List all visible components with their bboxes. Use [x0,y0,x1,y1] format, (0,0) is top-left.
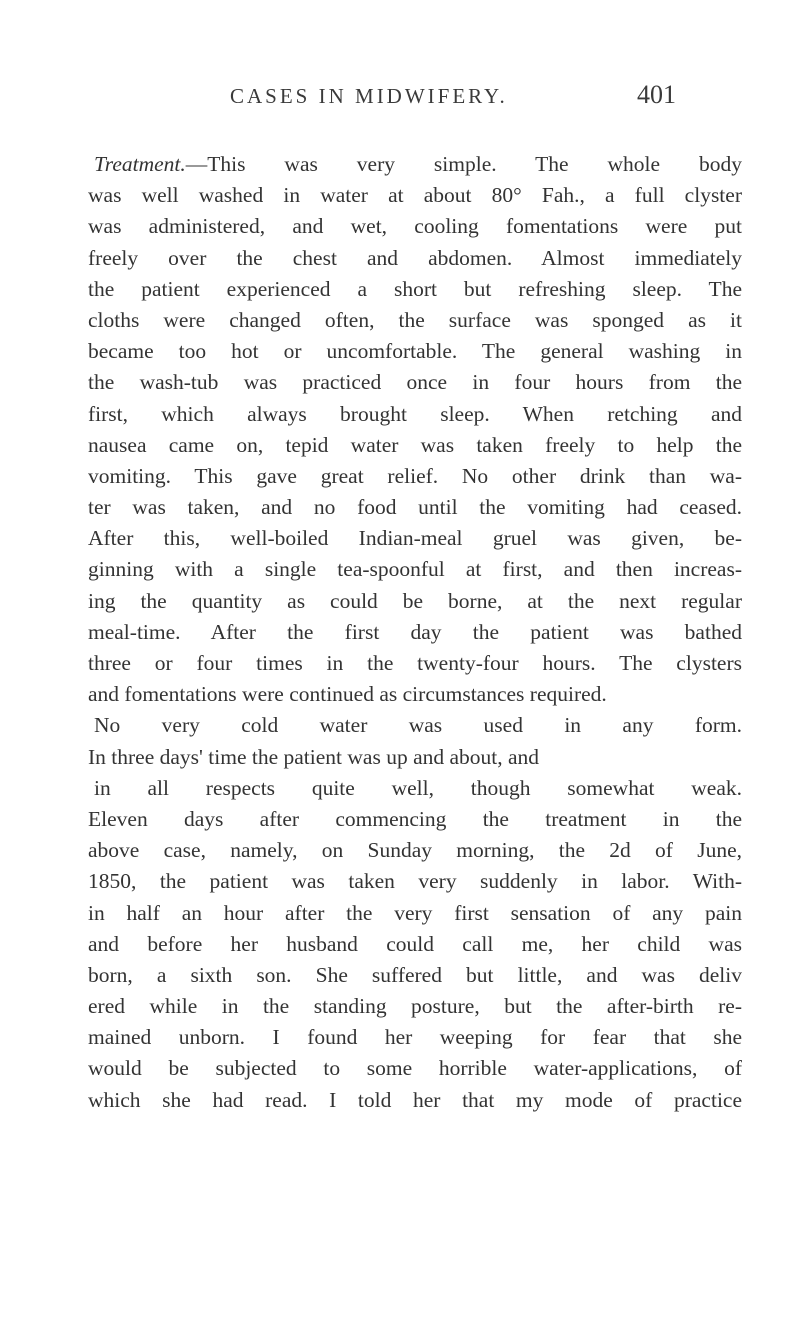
text-line: In three days' time the patient was up and about, and [88,744,540,769]
text-line: ter was taken, and no food until the vomiting had ceased. [88,495,742,520]
text-line: 1850, the patient was taken very suddenly in labor. With- [88,869,742,894]
text-line: Eleven days after commencing the treatment in the [88,806,742,831]
text-line: vomiting. This gave great relief. No other drink than wa- [88,463,742,488]
text-line: mained unborn. I found her weeping for fear that she [88,1025,742,1050]
text-line: in all respects quite well, though somewhat weak. [94,775,742,800]
text-line: was well washed in water at about 80° Fah., a full clyster [88,183,742,208]
section-lead: Treatment. [94,152,186,176]
text-line: in half an hour after the very first sensation of any pain [88,900,742,925]
text-line: which she had read. I told her that my mode of practice [88,1087,742,1112]
text-line: and before her husband could call me, her child was [88,931,742,956]
text-line: the patient experienced a short but refreshing sleep. The [88,276,742,301]
page-number: 401 [637,80,676,109]
text-line: first, which always brought sleep. When retching and [88,401,742,426]
text-line: cloths were changed often, the surface was sponged as it [88,307,742,332]
text-line: the wash-tub was practiced once in four hours from the [88,370,742,395]
body-text [88,149,742,1116]
text-line: and fomentations were continued as circumstances required. [88,682,607,707]
text-line: No very cold water was used in any form. [94,713,742,738]
text-line: born, a sixth son. She suffered but little, and was deliv [88,962,742,987]
text-line: above case, namely, on Sunday morning, the 2d of June, [88,838,742,863]
text-line: would be subjected to some horrible water-applications, of [88,1056,742,1081]
text-line: three or four times in the twenty-four hours. The clysters [88,651,742,675]
running-title: CASES IN MIDWIFERY. [230,84,508,108]
running-header [0,80,800,124]
text-line: was administered, and wet, cooling fomentations were put [88,214,742,239]
text-line: became too hot or uncomfortable. The general washing in [88,339,742,364]
text-line: After this, well-boiled Indian-meal gruel was given, be- [88,526,742,551]
first-line-text: —This was very simple. The whole body [185,152,742,176]
text-line: ered while in the standing posture, but the after-birth re- [88,994,742,1019]
text-line: freely over the chest and abdomen. Almost immediately [88,245,742,270]
text-line: nausea came on, tepid water was taken freely to help the [88,432,742,457]
text-line [88,149,742,180]
text-line: ing the quantity as could be borne, at the next regular [88,588,742,613]
text-line: meal-time. After the first day the patient was bathed [88,619,742,644]
text-line: ginning with a single tea-spoonful at first, and then increas- [88,557,742,582]
